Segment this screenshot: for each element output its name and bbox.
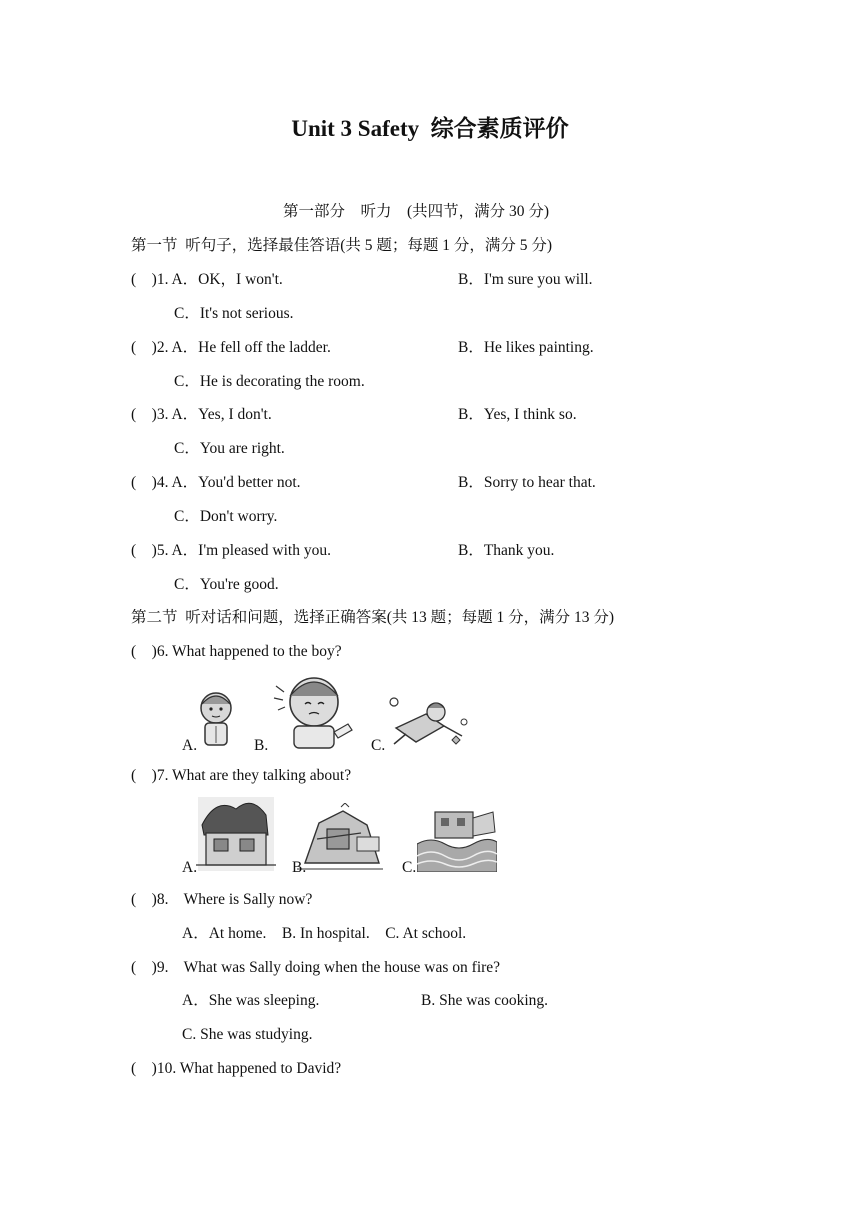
q9-option-a: A．She was sleeping. [182,992,320,1009]
q2-option-b: B．He likes painting. [458,339,594,356]
q2-option-c: C．He is decorating the room. [174,373,365,390]
q6-picture-c [386,692,472,752]
q6-label-b: B. [254,737,269,754]
q6-picture-a [193,688,239,750]
q6-label-a: A. [182,737,198,754]
q6-label-c: C. [371,737,386,754]
q3-option-b: B．Yes, I think so. [458,406,577,423]
q1-option-c: C．It's not serious. [174,305,294,322]
q3-option-c: C．You are right. [174,440,285,457]
q4-option-c: C．Don't worry. [174,508,278,525]
section1-heading: 第一节 听句子，选择最佳答语(共 5 题；每题 1 分，满分 5 分) [131,237,553,254]
q3-stem: ( )3. A．Yes, I don't. [131,406,272,423]
q6-picture-b [270,670,356,750]
q4-stem: ( )4. A．You'd better not. [131,474,301,491]
q1-stem: ( )1. A．OK，I won't. [131,271,283,288]
q5-option-b: B．Thank you. [458,542,555,559]
section2-heading: 第二节 听对话和问题，选择正确答案(共 13 题；每题 1 分，满分 13 分) [131,609,615,626]
q4-option-b: B．Sorry to hear that. [458,474,596,491]
q7-picture-a [196,795,276,873]
q6-stem: ( )6. What happened to the boy? [131,643,342,660]
q9-stem: ( )9. What was Sally doing when the house was on fire? [131,959,501,976]
page-title: Unit 3 Safety 综合素质评价 [291,116,569,141]
q7-label-a: A. [182,859,198,876]
part1-heading: 第一部分 听力 (共四节，满分 30 分) [283,203,550,220]
q5-option-c: C．You're good. [174,576,279,593]
q7-picture-b [297,803,383,873]
q1-option-b: B．I'm sure you will. [458,271,593,288]
q7-stem: ( )7. What are they talking about? [131,767,352,784]
q9-option-c: C. She was studying. [182,1026,313,1043]
q8-options: A．At home. B. In hospital. C. At school. [182,925,467,942]
q7-label-b: B. [292,859,307,876]
q7-picture-c [417,810,497,872]
q5-stem: ( )5. A．I'm pleased with you. [131,542,331,559]
q2-stem: ( )2. A．He fell off the ladder. [131,339,331,356]
q10-stem: ( )10. What happened to David? [131,1060,342,1077]
q9-option-b: B. She was cooking. [421,992,549,1009]
q7-label-c: C. [402,859,417,876]
q8-stem: ( )8. Where is Sally now? [131,891,313,908]
